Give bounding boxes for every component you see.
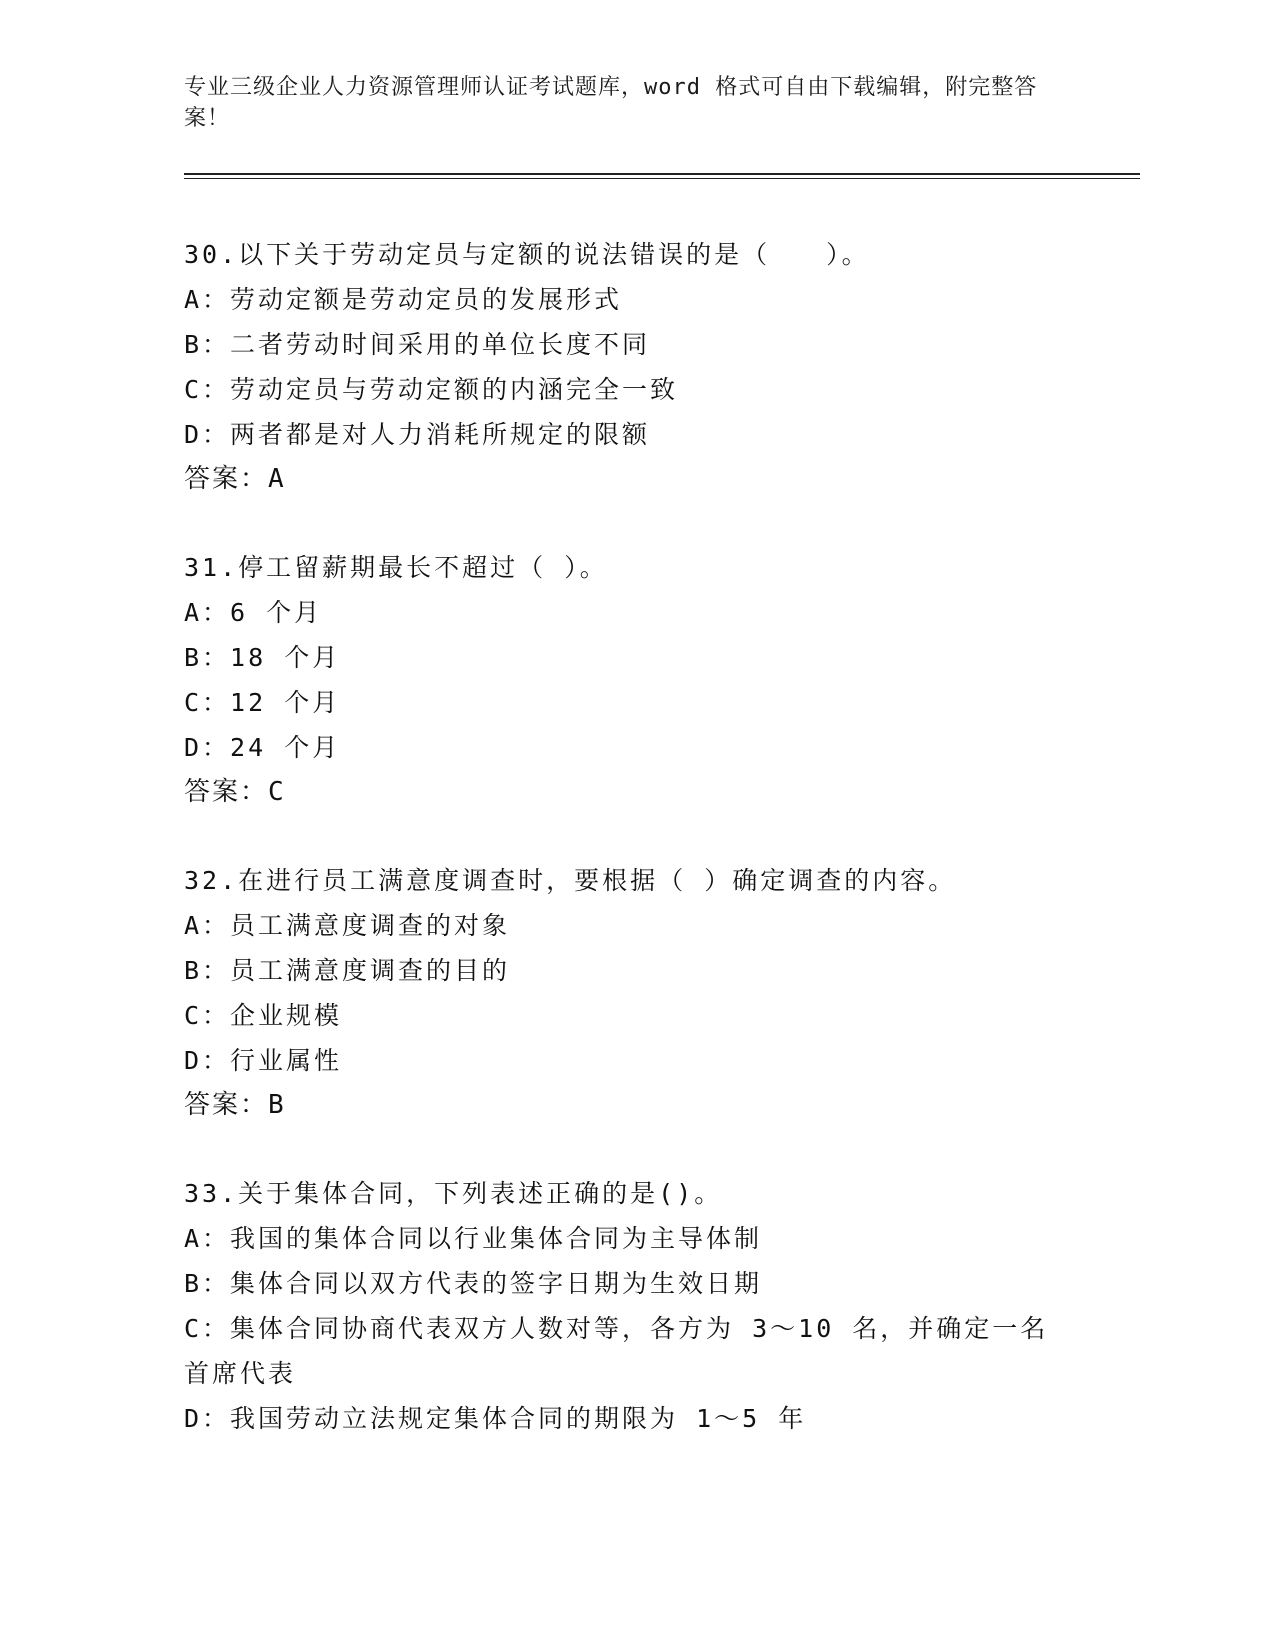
- option-c: C：集体合同协商代表双方人数对等，各方为 3～10 名，并确定一名首席代表: [184, 1314, 1049, 1388]
- header-divider-thin: [184, 178, 1140, 179]
- option-c: C：企业规模: [184, 1001, 343, 1030]
- question-32: [184, 858, 1064, 1128]
- question-stem: 32.在进行员工满意度调查时，要根据（ ）确定调查的内容。: [184, 866, 957, 895]
- option-a: A：员工满意度调查的对象: [184, 911, 511, 940]
- option-a: A：劳动定额是劳动定员的发展形式: [184, 285, 623, 314]
- header-divider-thick: [184, 173, 1140, 175]
- answer-label: 答案：A: [184, 464, 286, 494]
- option-c: C：12 个月: [184, 688, 341, 717]
- option-a: A：我国的集体合同以行业集体合同为主导体制: [184, 1224, 763, 1253]
- question-33: [184, 1171, 1064, 1441]
- answer-label: 答案：C: [184, 777, 286, 807]
- option-b: B：集体合同以双方代表的签字日期为生效日期: [184, 1269, 763, 1298]
- option-b: B：员工满意度调查的目的: [184, 956, 511, 985]
- question-stem: 33.关于集体合同，下列表述正确的是()。: [184, 1179, 723, 1208]
- option-a: A：6 个月: [184, 598, 323, 627]
- option-d: D：行业属性: [184, 1046, 343, 1075]
- option-d: D：我国劳动立法规定集体合同的期限为 1～5 年: [184, 1404, 807, 1433]
- option-d: D：24 个月: [184, 733, 341, 762]
- question-stem: 31.停工留薪期最长不超过（ ）。: [184, 553, 608, 582]
- question-list: [184, 232, 1064, 1484]
- option-d: D：两者都是对人力消耗所规定的限额: [184, 420, 651, 449]
- question-stem: 30.以下关于劳动定员与定额的说法错误的是（ ）。: [184, 240, 870, 269]
- question-31: [184, 545, 1064, 815]
- question-30: [184, 232, 1064, 502]
- answer-label: 答案：B: [184, 1090, 286, 1120]
- document-header-note: 专业三级企业人力资源管理师认证考试题库，word 格式可自由下载编辑，附完整答案！: [184, 75, 1038, 131]
- option-c: C：劳动定员与劳动定额的内涵完全一致: [184, 375, 679, 404]
- option-b: B：18 个月: [184, 643, 341, 672]
- option-b: B：二者劳动时间采用的单位长度不同: [184, 330, 651, 359]
